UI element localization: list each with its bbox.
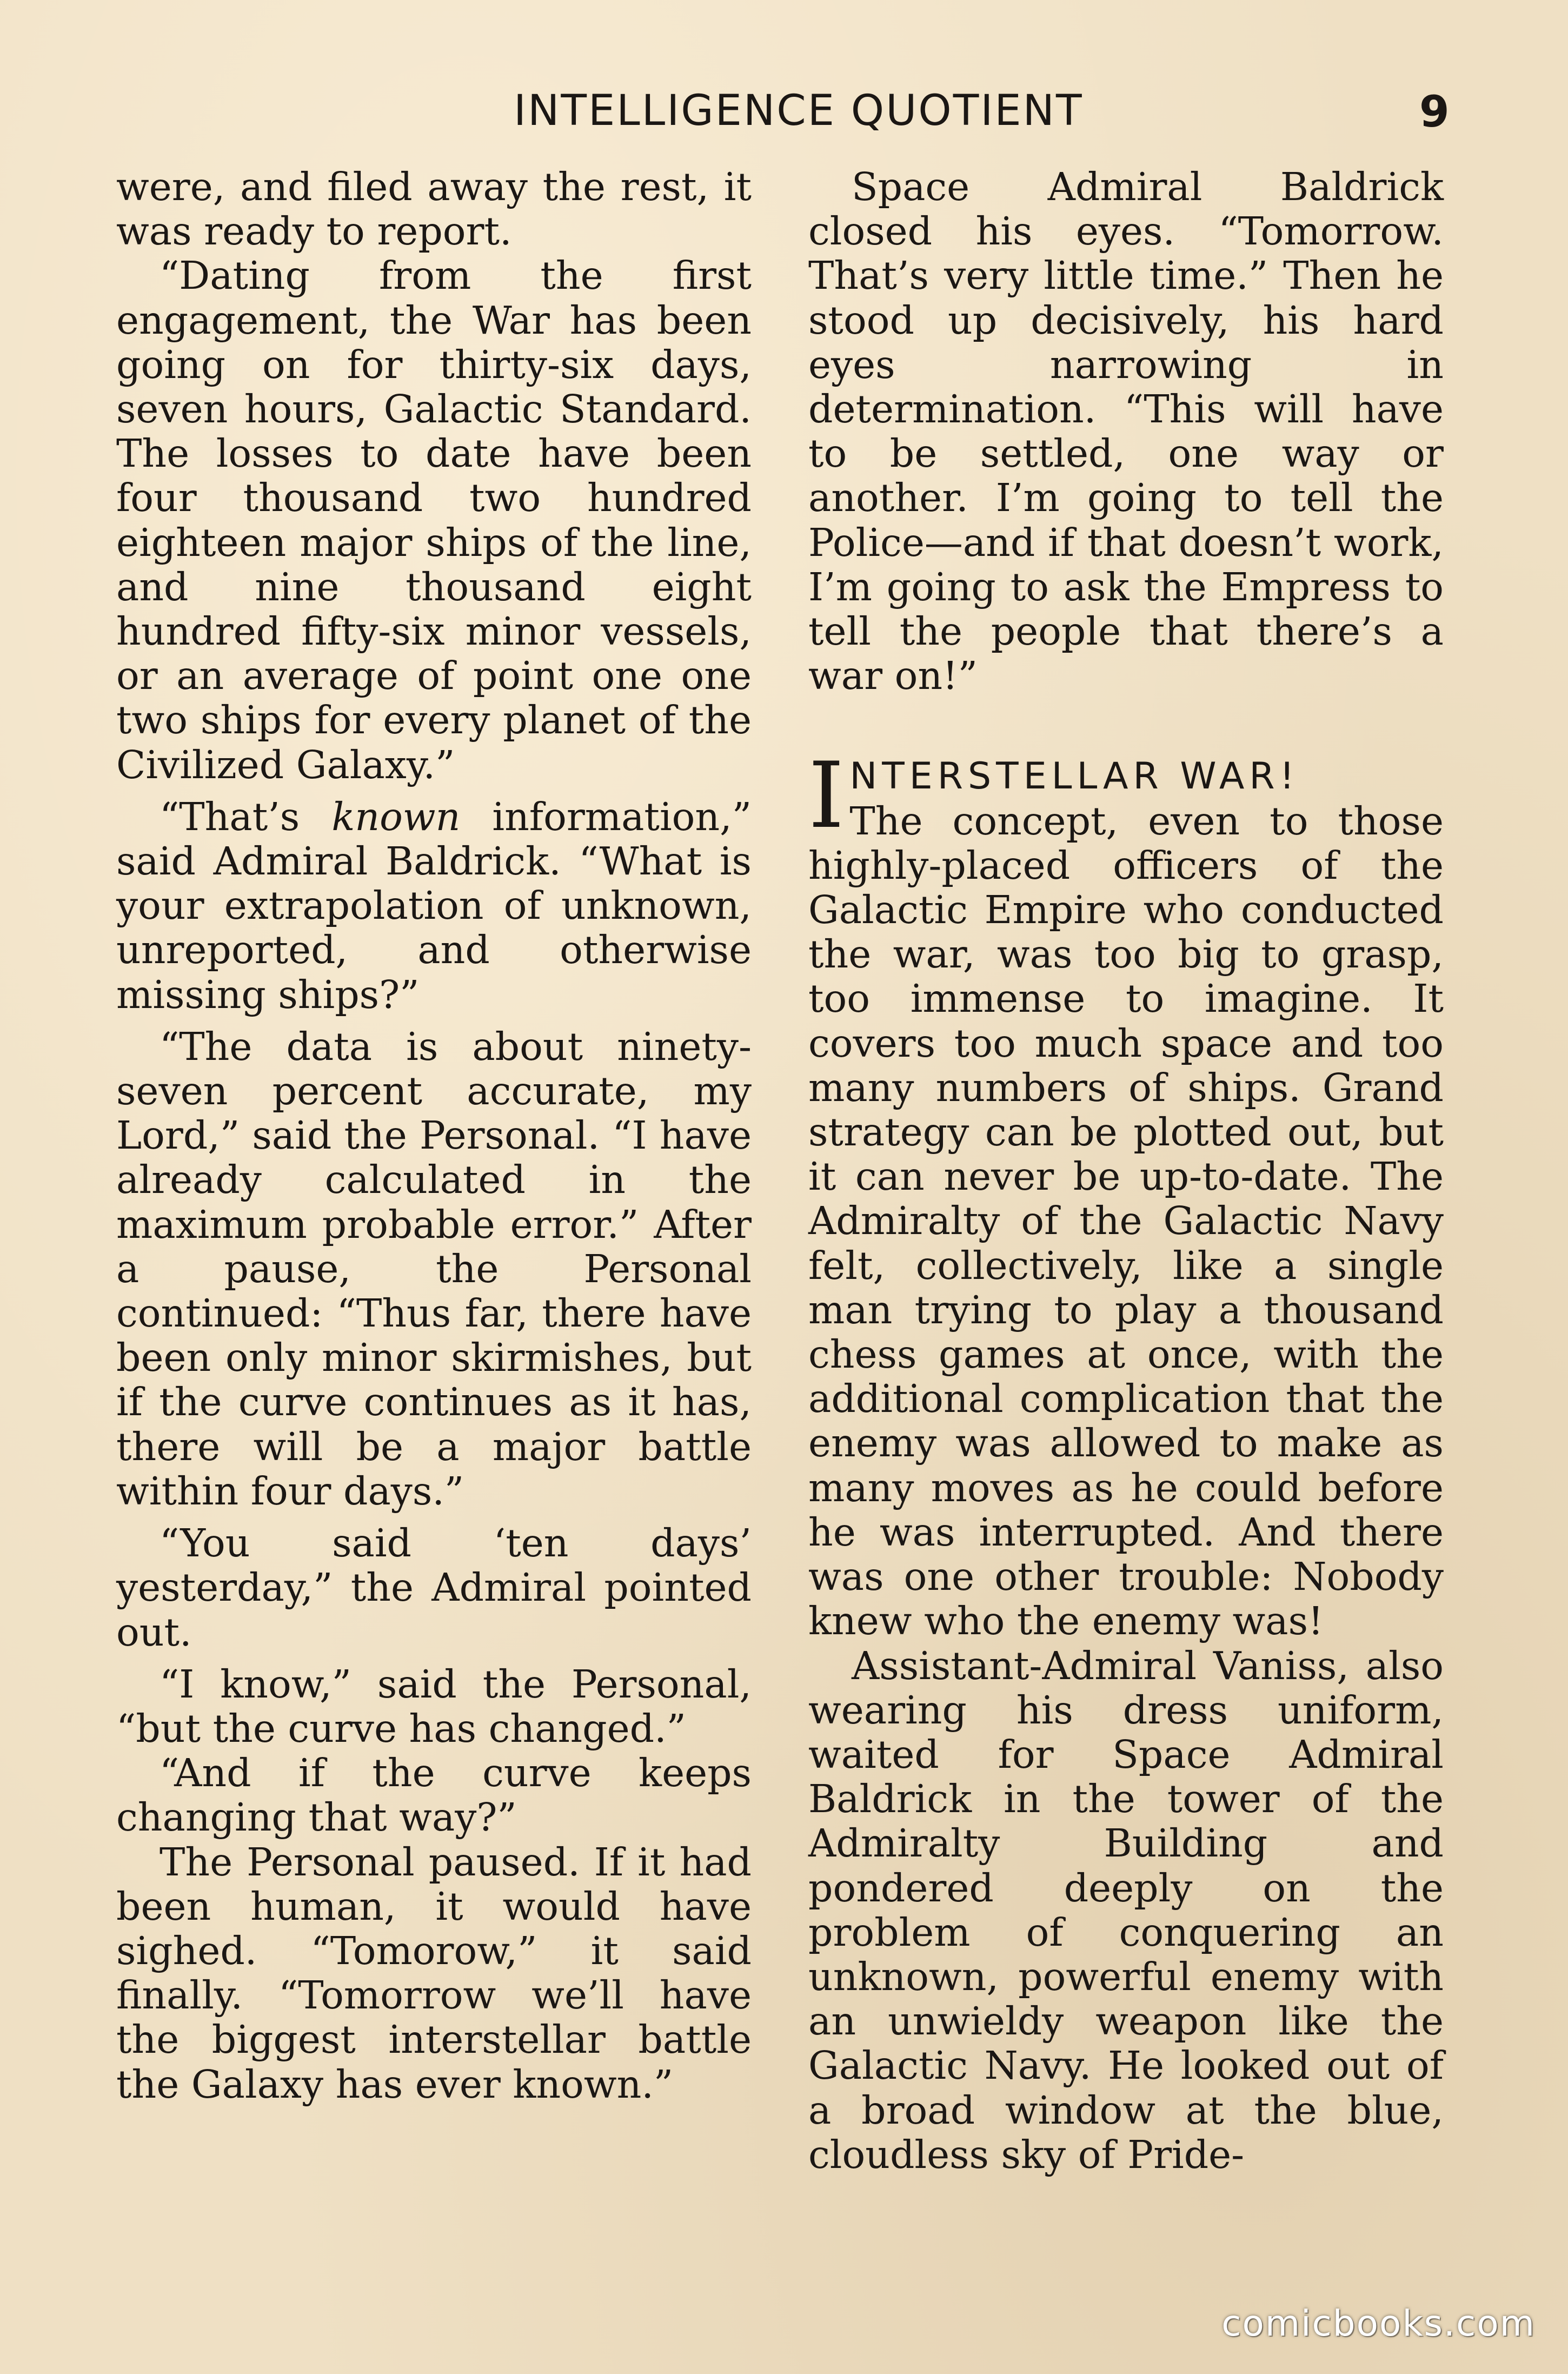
section-lead-in: NTERSTELLAR WAR! — [849, 755, 1299, 798]
page-number: 9 — [1419, 87, 1450, 137]
paragraph: “The data is about ninety-seven percent accurate, my Lord,” said the Personal. “I have already calculated in the maximum probable error.” After a pause, the Personal continued: “Thus far, there have been only minor skirmishes, but if the curve continues as it has, there will be a major battle within four days.” — [116, 1024, 752, 1514]
paragraph: “And if the curve keeps changing that way?” — [116, 1750, 752, 1840]
right-column — [808, 165, 1444, 2177]
text-run: information,” said Admiral Baldrick. “What is your extrapolation of unknown, unreported, and otherwise missing ships?” — [116, 794, 752, 1017]
paragraph: The Personal paused. If it had been human, it would have sighed. “Tomorow,” it said finally. “Tomorrow we’ll have the biggest interstellar battle the Galaxy has ever known.” — [116, 1839, 752, 2107]
paragraph: “I know,” said the Personal, “but the curve has changed.” — [116, 1661, 752, 1751]
paragraph: Assistant-Admiral Vaniss, also wearing his dress uniform, waited for Space Admiral Baldrick in the tower of the Admiralty Building and pondered deeply on the problem of conquering an unknown, powerful enemy with an unwieldy weapon like the Galactic Navy. He looked out of a broad window at the blue, cloudless sky of Pride- — [808, 1643, 1444, 2177]
left-column — [116, 165, 752, 2107]
running-title: INTELLIGENCE QUOTIENT — [514, 87, 1084, 135]
text-run: The concept, even to those highly-placed officers of the Galactic Empire who conducted the war, was too big to grasp, too immense to imagine. It covers too much space and too many numbers of ships. Grand strategy can be plotted out, but it can never be up-to-date. The Admiralty of the Galactic Navy felt, collectively, like a single man trying to play a thousand chess games at once, with the additional complication that the enemy was allowed to make as many moves as he could before he was interrupted. And there was one other trouble: Nobody knew who the enemy was! — [808, 798, 1444, 1644]
text-run: “That’s — [160, 794, 332, 839]
paragraph: “Dating from the first engagement, the War has been going on for thirty-six days, seven hours, Galactic Standard. The losses to date have been four thousand two hundred eighteen major ships of the line, and nine thousand eight hundred fifty-six minor vessels, or an average of point one one two ships for every planet of the Civilized Galaxy.” — [116, 253, 752, 787]
paragraph: were, and filed away the rest, it was ready to report. — [116, 164, 752, 254]
paragraph: Space Admiral Baldrick closed his eyes. “Tomorrow. That’s very little time.” Then he stood up decisively, his hard eyes narrowing in determination. “This will have to be settled, one way or another. I’m going to tell the Police—and if that doesn’t work, I’m going to ask the Empress to tell the people that there’s a war on!” — [808, 164, 1444, 699]
paragraph — [808, 742, 1444, 1644]
drop-cap: I — [808, 742, 845, 849]
site-watermark: comicbooks.com — [1221, 2303, 1536, 2344]
section-opening — [808, 742, 1444, 1644]
paragraph: “You said ‘ten days’ yesterday,” the Admiral pointed out. — [116, 1521, 752, 1655]
paragraph — [116, 795, 752, 1017]
italic-text-run: known — [331, 794, 461, 839]
